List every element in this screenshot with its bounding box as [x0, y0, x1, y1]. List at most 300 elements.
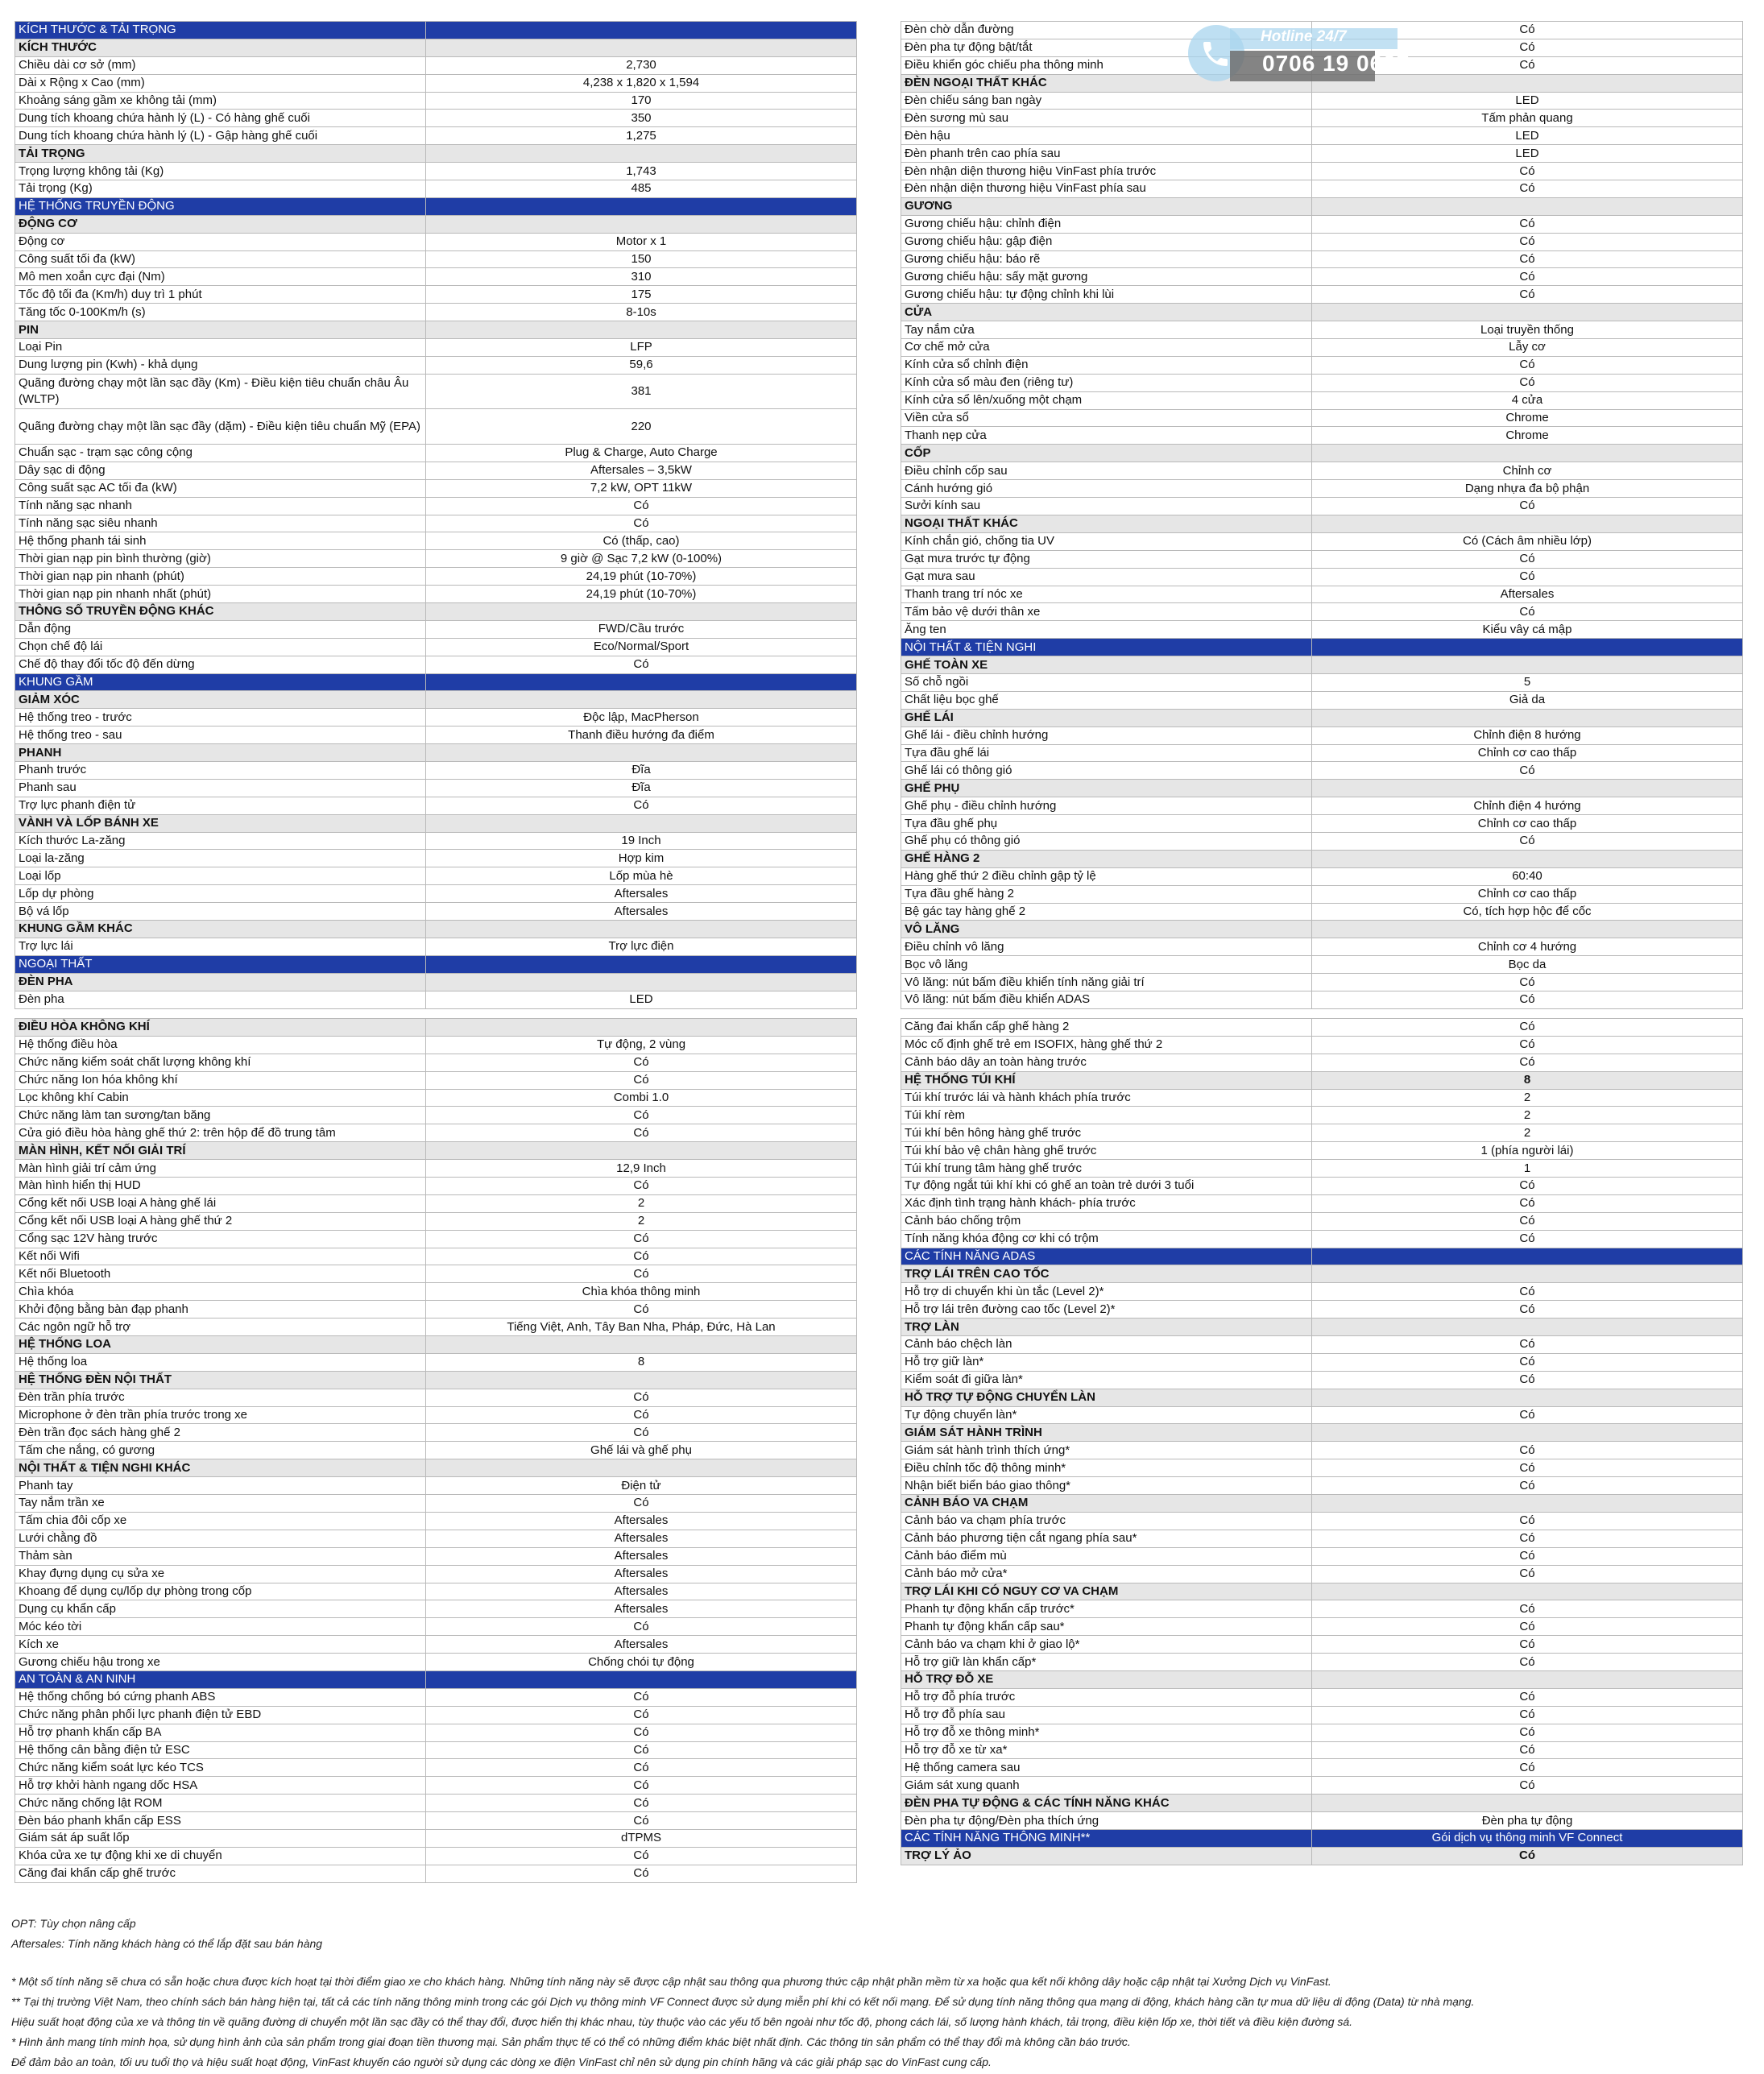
spec-label: Tốc độ tối đa (Km/h) duy trì 1 phút	[15, 286, 426, 304]
spec-row	[901, 409, 1743, 427]
spec-row	[15, 1688, 857, 1706]
spec-value: Chỉnh điện 8 hướng	[1312, 727, 1743, 744]
spec-label: Túi khí bảo vệ chân hàng ghế trước	[901, 1142, 1312, 1160]
spec-row	[901, 1477, 1743, 1495]
spec-value: Chrome	[1312, 409, 1743, 427]
spec-value: Có	[1312, 762, 1743, 780]
spec-value: Có	[1312, 233, 1743, 250]
spec-label: Viền cửa sổ	[901, 409, 1312, 427]
spec-row	[15, 779, 857, 797]
subsection-header-row	[901, 1583, 1743, 1600]
spec-value	[1312, 1265, 1743, 1283]
spec-value	[1312, 850, 1743, 867]
spec-row	[15, 1583, 857, 1600]
subsection-header-row	[901, 304, 1743, 321]
spec-label: NỘI THẤT & TIỆN NGHI KHÁC	[15, 1459, 426, 1477]
spec-value: Có	[1312, 1019, 1743, 1037]
spec-value: Có	[1312, 1442, 1743, 1459]
spec-label: Chức năng Ion hóa không khí	[15, 1071, 426, 1089]
spec-value: Có	[1312, 1547, 1743, 1565]
spec-label: Quãng đường chạy một lần sạc đầy (Km) - Điều kiện tiêu chuẩn châu Âu (WLTP)	[15, 374, 426, 409]
spec-label: Hỗ trợ giữ làn*	[901, 1353, 1312, 1371]
spec-value: Có	[426, 1248, 857, 1265]
spec-value: Có	[1312, 1194, 1743, 1212]
spec-row	[15, 1777, 857, 1795]
subsection-header-row	[901, 1389, 1743, 1406]
spec-label: Chế độ thay đổi tốc độ đến dừng	[15, 656, 426, 673]
spec-value: Ghế lái và ghế phụ	[426, 1442, 857, 1459]
spec-row	[15, 356, 857, 374]
spec-label: Đèn chiếu sáng ban ngày	[901, 92, 1312, 110]
spec-value: Có	[1312, 1654, 1743, 1671]
spec-row	[901, 744, 1743, 762]
spec-value: Chỉnh cơ 4 hướng	[1312, 938, 1743, 956]
spec-row	[15, 286, 857, 304]
spec-label: Dây sạc di động	[15, 462, 426, 479]
spec-value: 485	[426, 180, 857, 198]
spec-value: Có	[1312, 56, 1743, 74]
spec-label: Lưới chằng đồ	[15, 1530, 426, 1547]
spec-row	[901, 1036, 1743, 1054]
section-header-row	[901, 639, 1743, 656]
spec-label: GHẾ TOÀN XE	[901, 656, 1312, 674]
spec-row	[15, 762, 857, 780]
spec-value: 2,730	[426, 56, 857, 74]
spec-value: Dạng nhựa đa bộ phận	[1312, 480, 1743, 498]
spec-label: CÁC TÍNH NĂNG THÔNG MINH**	[901, 1829, 1312, 1847]
spec-value: Có	[1312, 374, 1743, 391]
spec-label: Chức năng kiểm soát chất lượng không khí	[15, 1054, 426, 1071]
spec-label: Hỗ trợ khởi hành ngang dốc HSA	[15, 1777, 426, 1795]
spec-label: Hỗ trợ đỗ phía sau	[901, 1706, 1312, 1724]
spec-value: Aftersales	[426, 1600, 857, 1618]
spec-value: Tự động, 2 vùng	[426, 1036, 857, 1054]
spec-table-left-bottom	[14, 1018, 857, 1883]
spec-value: Có	[1312, 1283, 1743, 1301]
spec-label: Hỗ trợ giữ làn khẩn cấp*	[901, 1654, 1312, 1671]
spec-row	[901, 1459, 1743, 1477]
spec-value: Thanh điều hướng đa điểm	[426, 727, 857, 744]
spec-value: Có	[426, 1741, 857, 1759]
subsection-header-row	[15, 215, 857, 233]
spec-value	[426, 1019, 857, 1037]
spec-label: Phanh trước	[15, 762, 426, 780]
spec-label: AN TOÀN & AN NINH	[15, 1670, 426, 1688]
spec-label: TRỢ LÁI KHI CÓ NGUY CƠ VA CHẠM	[901, 1583, 1312, 1600]
spec-row	[901, 1654, 1743, 1671]
spec-row	[15, 1194, 857, 1212]
spec-row	[901, 673, 1743, 691]
spec-label: Cổng kết nối USB loại A hàng ghế thứ 2	[15, 1212, 426, 1230]
spec-row	[901, 691, 1743, 709]
spec-label: Điều chỉnh cốp sau	[901, 462, 1312, 480]
spec-label: Khóa cửa xe tự động khi xe di chuyển	[15, 1847, 426, 1865]
spec-label: Đèn nhận diện thương hiệu VinFast phía trước	[901, 163, 1312, 180]
spec-value: 1	[1312, 1160, 1743, 1178]
spec-label: ĐIỀU HÒA KHÔNG KHÍ	[15, 1019, 426, 1037]
section-header-row	[15, 673, 857, 691]
spec-label: TRỢ LÝ ẢO	[901, 1847, 1312, 1865]
spec-value	[426, 215, 857, 233]
spec-value: Có	[1312, 1759, 1743, 1777]
spec-value: 8	[426, 1353, 857, 1371]
spec-value: 60:40	[1312, 867, 1743, 885]
spec-label: Khởi động bằng bàn đạp phanh	[15, 1301, 426, 1319]
spec-value: Có	[1312, 498, 1743, 515]
subsection-header-row	[901, 709, 1743, 727]
spec-value: Trợ lực điện	[426, 938, 857, 955]
spec-row	[15, 1389, 857, 1406]
spec-value: Có	[426, 1301, 857, 1319]
spec-row	[901, 1019, 1743, 1037]
spec-label: Lọc không khí Cabin	[15, 1089, 426, 1107]
spec-value: Có	[426, 1847, 857, 1865]
spec-value: 170	[426, 92, 857, 110]
spec-label: Tay nắm trần xe	[15, 1495, 426, 1513]
spec-value	[1312, 780, 1743, 797]
spec-value: Có (Cách âm nhiều lớp)	[1312, 532, 1743, 550]
spec-value: Aftersales	[426, 1547, 857, 1565]
spec-value: Có	[1312, 180, 1743, 198]
spec-label: Hệ thống treo - sau	[15, 727, 426, 744]
spec-value: Có	[426, 1424, 857, 1442]
spec-value: Có	[1312, 39, 1743, 56]
spec-label: Dụng cụ khẩn cấp	[15, 1600, 426, 1618]
spec-value: Có	[1312, 1636, 1743, 1654]
spec-label: Loại Pin	[15, 339, 426, 357]
spec-row	[901, 1759, 1743, 1777]
spec-row	[15, 110, 857, 127]
spec-label: Xác định tình trạng hành khách- phía trước	[901, 1194, 1312, 1212]
spec-value	[426, 1670, 857, 1688]
note-aftersales: Aftersales: Tính năng khách hàng có thể lắp đặt sau bán hàng	[11, 1937, 323, 1950]
spec-label: Kích xe	[15, 1636, 426, 1654]
spec-label: Kính cửa sổ màu đen (riêng tư)	[901, 374, 1312, 391]
spec-label: Giám sát xung quanh	[901, 1777, 1312, 1795]
spec-value: 175	[426, 286, 857, 304]
spec-value: 4,238 x 1,820 x 1,594	[426, 74, 857, 92]
spec-value: Có	[1312, 1459, 1743, 1477]
spec-value: Lẫy cơ	[1312, 339, 1743, 357]
spec-label: Dung lượng pin (Kwh) - khả dụng	[15, 356, 426, 374]
spec-row	[901, 374, 1743, 391]
spec-value: LED	[1312, 145, 1743, 163]
spec-row	[901, 621, 1743, 639]
spec-value: LED	[1312, 127, 1743, 145]
spec-value	[426, 973, 857, 991]
spec-label: Hệ thống loa	[15, 1353, 426, 1371]
spec-label: ĐỘNG CƠ	[15, 215, 426, 233]
spec-label: Giám sát hành trình thích ứng*	[901, 1442, 1312, 1459]
hotline-number: 0706 19 0607	[1262, 51, 1410, 76]
subsection-header-row	[901, 656, 1743, 674]
spec-value: 381	[426, 374, 857, 409]
spec-row	[15, 709, 857, 727]
spec-row	[15, 1600, 857, 1618]
spec-row	[15, 1636, 857, 1654]
spec-row	[15, 638, 857, 656]
spec-label: Thanh trang trí nóc xe	[901, 586, 1312, 603]
spec-row	[15, 1319, 857, 1336]
spec-row	[15, 550, 857, 568]
spec-row	[901, 832, 1743, 850]
spec-label: TRỢ LÀN	[901, 1319, 1312, 1336]
spec-label: Chức năng chống lật ROM	[15, 1795, 426, 1812]
spec-label: GHẾ PHỤ	[901, 780, 1312, 797]
spec-value: Chỉnh cơ	[1312, 462, 1743, 480]
spec-row	[15, 1230, 857, 1248]
spec-value	[426, 39, 857, 56]
spec-value: Có	[1312, 1301, 1743, 1319]
spec-value: Aftersales	[1312, 586, 1743, 603]
spec-label: GHẾ HÀNG 2	[901, 850, 1312, 867]
spec-value: Lốp mùa hè	[426, 867, 857, 885]
spec-row	[901, 815, 1743, 833]
spec-value: Tấm phản quang	[1312, 110, 1743, 127]
spec-row	[901, 1283, 1743, 1301]
spec-row	[901, 215, 1743, 233]
spec-label: HỆ THỐNG LOA	[15, 1336, 426, 1354]
subsection-header-row	[901, 1265, 1743, 1283]
spec-label: Dài x Rộng x Cao (mm)	[15, 74, 426, 92]
spec-row	[901, 1124, 1743, 1142]
spec-value	[426, 145, 857, 163]
spec-value	[1312, 304, 1743, 321]
subsection-header-row	[15, 814, 857, 832]
spec-label: Cổng kết nối USB loại A hàng ghế lái	[15, 1194, 426, 1212]
spec-row	[15, 938, 857, 955]
spec-row	[15, 268, 857, 286]
spec-value: Đĩa	[426, 779, 857, 797]
spec-label: KÍCH THƯỚC	[15, 39, 426, 56]
spec-value: 24,19 phút (10-70%)	[426, 568, 857, 586]
spec-label: Dẫn động	[15, 620, 426, 638]
spec-label: Đèn trần đọc sách hàng ghế 2	[15, 1424, 426, 1442]
spec-value: Chỉnh điện 4 hướng	[1312, 797, 1743, 815]
spec-value: Aftersales – 3,5kW	[426, 462, 857, 479]
spec-value: Có	[1312, 215, 1743, 233]
spec-value: Có	[426, 497, 857, 515]
spec-value: 2	[426, 1212, 857, 1230]
spec-label: Ghế lái - điều chỉnh hướng	[901, 727, 1312, 744]
spec-row	[15, 797, 857, 814]
spec-value: Chỉnh cơ cao thấp	[1312, 885, 1743, 903]
spec-label: Cảnh báo va chạm phía trước	[901, 1512, 1312, 1530]
spec-row	[901, 1530, 1743, 1547]
spec-label: Loại lốp	[15, 867, 426, 885]
spec-value: Có	[1312, 1724, 1743, 1741]
spec-label: Loại la-zăng	[15, 850, 426, 867]
spec-row	[901, 1565, 1743, 1583]
spec-row	[15, 1353, 857, 1371]
subsection-header-row	[15, 603, 857, 621]
spec-row	[901, 1706, 1743, 1724]
spec-value: Điện tử	[426, 1477, 857, 1495]
spec-label: Tự động ngắt túi khí khi có ghế an toàn trẻ dưới 3 tuổi	[901, 1178, 1312, 1195]
spec-row	[901, 1600, 1743, 1618]
spec-label: Kính chắn gió, chống tia UV	[901, 532, 1312, 550]
spec-row	[15, 1442, 857, 1459]
spec-label: Cảnh báo chệch làn	[901, 1336, 1312, 1354]
hotline-badge[interactable]	[1188, 20, 1442, 86]
spec-label: Tựa đầu ghế phụ	[901, 815, 1312, 833]
spec-value	[1312, 1424, 1743, 1442]
spec-value: 2	[1312, 1124, 1743, 1142]
spec-label: Kết nối Wifi	[15, 1248, 426, 1265]
note-performance: Hiệu suất hoạt động của xe và thông tin về quãng đường di chuyển một lần sạc đầy có thể thay đổi, được hiển thị khác nhau, tùy thuộc vào các yếu tố bên ngoài như tốc độ, phong cách lái, số lượng hành khách, tải trọng, điều kiện lốp xe, thời tiết và điều kiện đường sá.	[11, 2015, 1353, 2028]
spec-label: Khoang để dụng cụ/lốp dự phòng trong cốp	[15, 1583, 426, 1600]
spec-row	[15, 1547, 857, 1565]
spec-label: Kính cửa sổ chỉnh điện	[901, 356, 1312, 374]
subsection-header-row	[901, 1319, 1743, 1336]
spec-value	[1312, 515, 1743, 532]
spec-row	[901, 568, 1743, 586]
spec-row	[15, 1036, 857, 1054]
spec-label: Đèn pha tự động bật/tắt	[901, 39, 1312, 56]
spec-value: Có	[426, 1759, 857, 1777]
spec-row	[15, 1795, 857, 1812]
spec-label: Chuẩn sạc - trạm sạc công cộng	[15, 445, 426, 462]
spec-label: Gương chiếu hậu: sấy mặt gương	[901, 268, 1312, 286]
spec-value: Đèn pha tự động	[1312, 1812, 1743, 1830]
spec-label: MÀN HÌNH, KẾT NỐI GIẢI TRÍ	[15, 1142, 426, 1160]
spec-row	[901, 1741, 1743, 1759]
spec-row	[901, 286, 1743, 304]
spec-value: Có	[426, 1265, 857, 1283]
spec-label: NGOẠI THẤT KHÁC	[901, 515, 1312, 532]
spec-label: Túi khí bên hông hàng ghế trước	[901, 1124, 1312, 1142]
spec-label: Phanh tay	[15, 1477, 426, 1495]
spec-label: Số chỗ ngồi	[901, 673, 1312, 691]
spec-value: Có	[1312, 1618, 1743, 1636]
spec-value: Có	[426, 1812, 857, 1830]
spec-row	[15, 532, 857, 550]
spec-value: Có	[426, 1406, 857, 1424]
spec-label: Điều chỉnh vô lăng	[901, 938, 1312, 956]
spec-row	[15, 568, 857, 586]
spec-label: Gương chiếu hậu: gập điện	[901, 233, 1312, 250]
spec-row	[901, 903, 1743, 921]
spec-label: Dung tích khoang chứa hành lý (L) - Gập hàng ghế cuối	[15, 127, 426, 145]
spec-row	[15, 1865, 857, 1882]
spec-row	[901, 1442, 1743, 1459]
spec-label: Chìa khóa	[15, 1283, 426, 1301]
spec-row	[901, 1194, 1743, 1212]
spec-row	[901, 1636, 1743, 1654]
spec-value: Aftersales	[426, 1583, 857, 1600]
spec-label: Đèn pha	[15, 991, 426, 1008]
spec-label: Hỗ trợ lái trên đường cao tốc (Level 2)*	[901, 1301, 1312, 1319]
spec-label: Tấm bảo vệ dưới thân xe	[901, 603, 1312, 621]
spec-row	[901, 1230, 1743, 1248]
spec-row	[15, 304, 857, 321]
spec-row	[901, 498, 1743, 515]
spec-value	[426, 744, 857, 762]
spec-label: Hệ thống phanh tái sinh	[15, 532, 426, 550]
spec-value	[426, 1371, 857, 1389]
spec-row	[901, 797, 1743, 815]
spec-row	[15, 1565, 857, 1583]
spec-label: Chọn chế độ lái	[15, 638, 426, 656]
spec-value: 19 Inch	[426, 832, 857, 850]
spec-row	[901, 1812, 1743, 1830]
spec-value: Có (thấp, cao)	[426, 532, 857, 550]
spec-value	[426, 197, 857, 215]
spec-label: VÔ LĂNG	[901, 921, 1312, 938]
spec-row	[15, 1406, 857, 1424]
spec-value: Hợp kim	[426, 850, 857, 867]
spec-label: Túi khí trước lái và hành khách phía trước	[901, 1089, 1312, 1107]
spec-label: NGOẠI THẤT	[15, 955, 426, 973]
spec-row	[15, 409, 857, 445]
spec-label: Ăng ten	[901, 621, 1312, 639]
spec-row	[15, 727, 857, 744]
spec-label: Hỗ trợ di chuyển khi ùn tắc (Level 2)*	[901, 1283, 1312, 1301]
spec-row	[15, 1654, 857, 1671]
spec-row	[901, 321, 1743, 339]
spec-row	[901, 1353, 1743, 1371]
spec-value	[1312, 639, 1743, 656]
spec-value	[426, 921, 857, 938]
spec-label: Ghế phụ có thông gió	[901, 832, 1312, 850]
spec-value: Có	[1312, 1706, 1743, 1724]
spec-value: Có	[426, 1107, 857, 1124]
spec-row	[901, 163, 1743, 180]
spec-label: Gạt mưa trước tự động	[901, 550, 1312, 568]
spec-label: Gạt mưa sau	[901, 568, 1312, 586]
spec-label: Đèn sương mù sau	[901, 110, 1312, 127]
spec-label: Cổng sạc 12V hàng trước	[15, 1230, 426, 1248]
spec-label: Dung tích khoang chứa hành lý (L) - Có hàng ghế cuối	[15, 110, 426, 127]
spec-label: Trợ lực lái	[15, 938, 426, 955]
spec-value: Có	[1312, 1741, 1743, 1759]
spec-value: Tiếng Việt, Anh, Tây Ban Nha, Pháp, Đức, Hà Lan	[426, 1319, 857, 1336]
spec-row	[901, 1054, 1743, 1071]
spec-row	[15, 163, 857, 180]
spec-value	[426, 1336, 857, 1354]
spec-label: Động cơ	[15, 233, 426, 250]
spec-value: Có	[426, 1777, 857, 1795]
section-header-row	[15, 197, 857, 215]
spec-value: Có	[426, 1795, 857, 1812]
spec-value: Có	[1312, 1847, 1743, 1865]
spec-label: GHẾ LÁI	[901, 709, 1312, 727]
spec-value: 350	[426, 110, 857, 127]
subsection-header-row	[15, 1371, 857, 1389]
spec-label: Ghế lái có thông gió	[901, 762, 1312, 780]
spec-label: Kiểm soát đi giữa làn*	[901, 1371, 1312, 1389]
spec-value: 24,19 phút (10-70%)	[426, 586, 857, 603]
spec-row	[15, 850, 857, 867]
note-vf-connect: ** Tại thị trường Việt Nam, theo chính sách bán hàng hiện tại, tất cả các tính năng thông minh trong các gói Dịch vụ thông minh VF Connect được sử dụng miễn phí khi có kết nối mạng. Để sử dụng tính năng thông qua mạng di động, khách hàng cần tự mua dữ liệu di động (Data) từ nhà mạng.	[11, 1995, 1475, 2008]
spec-row	[15, 374, 857, 409]
spec-label: Cơ chế mở cửa	[901, 339, 1312, 357]
spec-row	[15, 1089, 857, 1107]
spec-row	[15, 462, 857, 479]
spec-value: Có	[1312, 1036, 1743, 1054]
spec-label: CỬA	[901, 304, 1312, 321]
spec-label: Kích thước La-zăng	[15, 832, 426, 850]
spec-value: Chống chói tự động	[426, 1654, 857, 1671]
spec-value	[426, 691, 857, 709]
spec-row	[15, 656, 857, 673]
spec-value: dTPMS	[426, 1829, 857, 1847]
spec-row	[901, 1618, 1743, 1636]
spec-row	[15, 885, 857, 903]
spec-value: Có	[1312, 550, 1743, 568]
spec-value: Có	[426, 1688, 857, 1706]
spec-value: Có	[426, 656, 857, 673]
